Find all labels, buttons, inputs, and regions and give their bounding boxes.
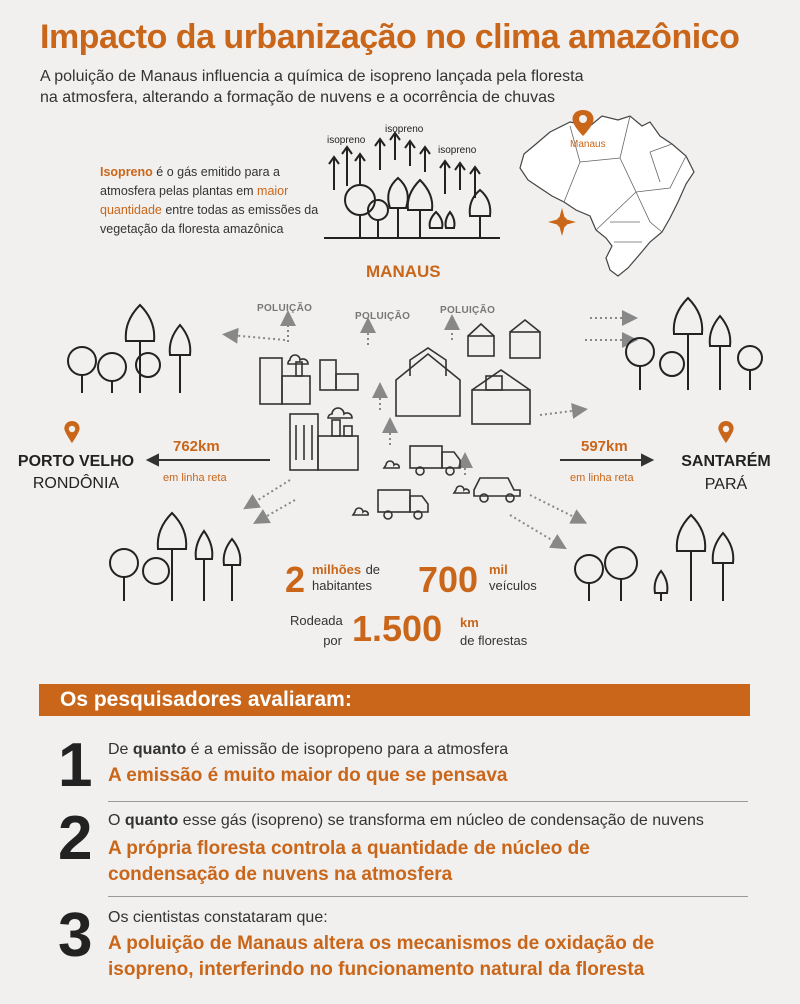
compass-rose-icon bbox=[548, 208, 576, 236]
isoprene-description bbox=[100, 163, 325, 239]
forest-value: 1.500 bbox=[352, 608, 443, 649]
divider bbox=[108, 801, 748, 802]
pollution-label-2: POLUIÇÃO bbox=[355, 311, 411, 322]
population-unit: milhões bbox=[312, 562, 362, 577]
forest-prefix bbox=[290, 611, 342, 651]
santarem-pin-icon bbox=[718, 421, 734, 445]
distance-note-west: em linha reta bbox=[163, 472, 227, 484]
distance-porto-velho: 762km bbox=[173, 438, 220, 455]
map-pin-label: Manaus bbox=[570, 139, 606, 150]
item-answer-1: A emissão é muito maior do que se pensava bbox=[108, 765, 508, 786]
isoprene-label-3: isopreno bbox=[438, 145, 477, 156]
item-answer-2: A própria floresta controla a quantidade de núcleo de condensação de nuvens na atmosfera bbox=[108, 838, 590, 885]
tree-icon bbox=[110, 513, 240, 601]
item-question-1-pre: De bbox=[108, 741, 133, 758]
tree-icon bbox=[626, 298, 762, 390]
porto-velho-pin-icon bbox=[64, 421, 80, 445]
item-question-2-pre: O bbox=[108, 812, 125, 829]
vehicles-value: 700 bbox=[418, 559, 479, 600]
city-name-porto-velho: PORTO VELHO bbox=[17, 453, 135, 470]
vehicles-unit: mil bbox=[489, 562, 508, 577]
brazil-map bbox=[510, 92, 700, 282]
item-question-1-post: é a emissão de isopropeno para a atmosfera bbox=[186, 741, 509, 758]
item-number-1: 1 bbox=[58, 731, 93, 800]
truck-icon bbox=[378, 446, 460, 519]
state-name-para: PARÁ bbox=[704, 476, 748, 493]
isoprene-text-b: entre todas as emissões da vegetação da floresta amazônica bbox=[100, 203, 319, 236]
tree-icon bbox=[68, 305, 190, 393]
building-icon bbox=[396, 320, 540, 424]
distance-arrows bbox=[148, 455, 652, 465]
population-caption bbox=[312, 562, 380, 594]
tree-icon bbox=[324, 178, 500, 238]
item-number-2: 2 bbox=[58, 804, 93, 873]
pollution-label-3: POLUIÇÃO bbox=[440, 305, 496, 316]
isoprene-word: Isopreno bbox=[100, 165, 153, 179]
vehicles-label: veículos bbox=[489, 578, 537, 593]
page-subtitle: A poluição de Manaus influencia a química de isopreno lançada pela floresta na atmosfera, alterando a formação de nuvens e a ocorrência de chuvas bbox=[40, 68, 584, 106]
item-number-3: 3 bbox=[58, 901, 93, 970]
item-question-1-bold: quanto bbox=[132, 741, 187, 758]
item-answer-3: A poluição de Manaus altera os mecanismos de oxidação de isopreno, interferindo no funcionamento natural da floresta bbox=[108, 933, 655, 980]
pollution-label-1: POLUIÇÃO bbox=[257, 303, 313, 314]
isoprene-label-1: isopreno bbox=[327, 135, 366, 146]
item-question-2-post: esse gás (isopreno) se transforma em núcleo de condensação de nuvens bbox=[178, 812, 704, 829]
divider bbox=[108, 896, 748, 897]
forest-prefix-1: Rodeada bbox=[290, 613, 343, 628]
forest-cluster-southwest bbox=[100, 505, 260, 605]
state-name-rondonia: RONDÔNIA bbox=[32, 475, 120, 492]
page-title: Impacto da urbanização no clima amazônico bbox=[40, 18, 740, 56]
forest-caption bbox=[460, 614, 527, 650]
forest-prefix-2: por bbox=[323, 633, 342, 648]
item-question-2-bold: quanto bbox=[124, 812, 179, 829]
population-label: habitantes bbox=[312, 578, 372, 593]
item-question-2 bbox=[108, 812, 758, 830]
car-icon bbox=[474, 478, 520, 502]
forest-cluster-northeast bbox=[610, 292, 770, 392]
isoprene-text-a: é o gás emitido para a atmosfera pelas plantas em bbox=[100, 165, 280, 198]
tree-icon bbox=[575, 515, 733, 601]
researchers-heading: Os pesquisadores avaliaram: bbox=[60, 688, 352, 711]
forest-label: de florestas bbox=[460, 633, 528, 648]
distance-note-east: em linha reta bbox=[570, 472, 634, 484]
city-name-santarem: SANTARÉM bbox=[681, 453, 771, 470]
item-question-1 bbox=[108, 741, 748, 759]
forest-cluster-northwest bbox=[60, 295, 220, 395]
isoprene-highlight: maior quantidade bbox=[100, 184, 289, 217]
item-question-3-post: Os cientistas constataram que: bbox=[108, 909, 328, 926]
forest-unit: km bbox=[460, 615, 479, 630]
population-value: 2 bbox=[285, 559, 306, 600]
vehicles-caption bbox=[489, 562, 537, 594]
forest-cluster-southeast bbox=[565, 505, 745, 605]
population-unit-suffix: de bbox=[365, 562, 381, 577]
city-label-manaus: MANAUS bbox=[366, 262, 441, 281]
item-question-3 bbox=[108, 909, 748, 927]
distance-santarem: 597km bbox=[581, 438, 628, 455]
isoprene-label-2: isopreno bbox=[385, 124, 424, 135]
